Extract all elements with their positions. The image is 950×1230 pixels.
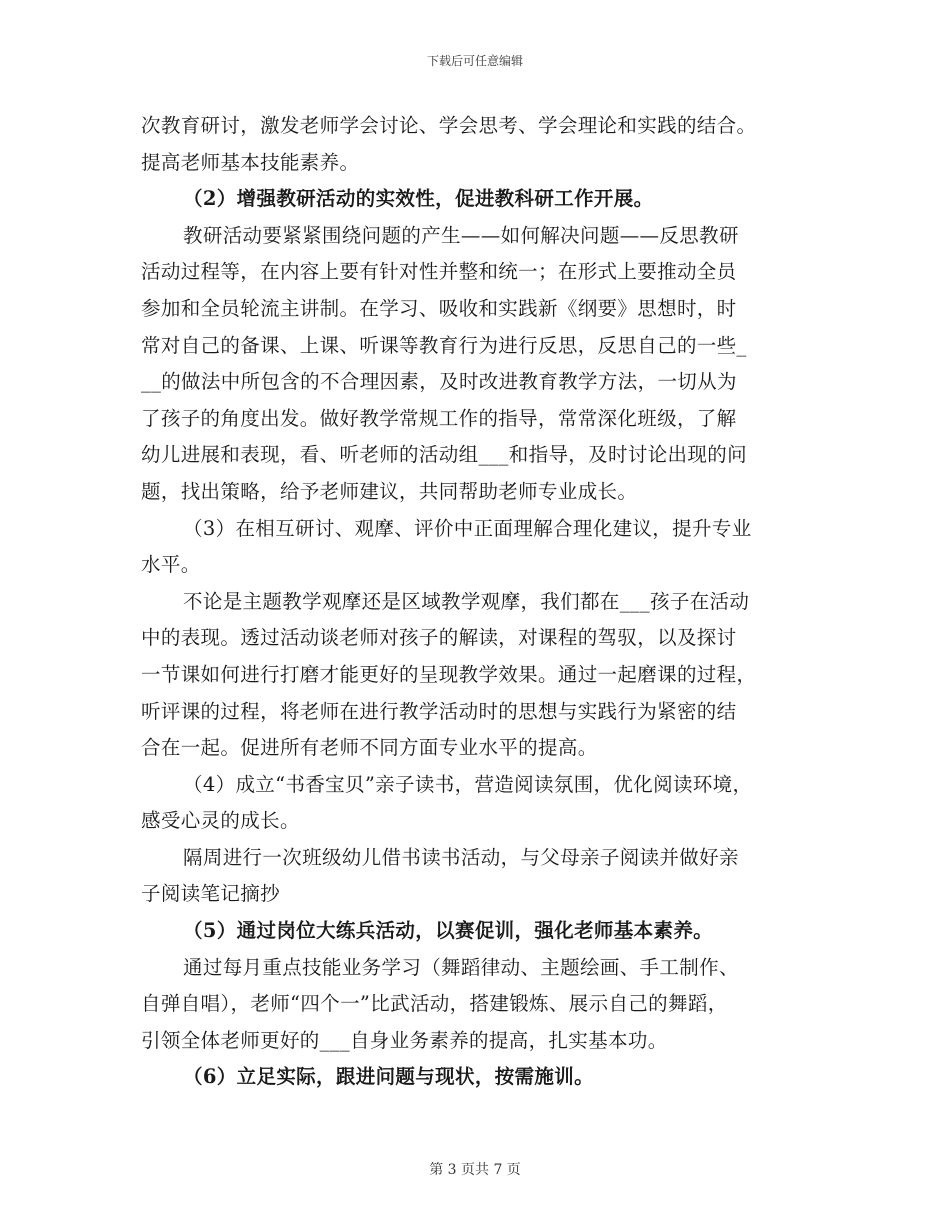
page-header: 下载后可任意编辑 <box>426 54 523 68</box>
paragraph-line: （3）在相互研讨、观摩、评价中正面理解合理化建议，提升专业 <box>183 516 752 540</box>
paragraph-line: 常对自己的备课、上课、听课等教育行为进行反思，反思自己的一些_ <box>141 333 747 357</box>
paragraph-line: 了孩子的角度出发。做好教学常规工作的指导，常常深化班级，了解 <box>141 406 737 430</box>
paragraph-line: 水平。 <box>141 553 201 577</box>
paragraph-line: 参加和全员轮流主讲制。在学习、吸收和实践新《纲要》思想时，时 <box>141 296 737 320</box>
paragraph-line: 感受心灵的成长。 <box>141 809 300 833</box>
page-footer: 第 3 页共 7 页 <box>429 1162 521 1178</box>
paragraph-line: 次教育研讨，激发老师学会讨论、学会思考、学会理论和实践的结合。 <box>141 114 757 137</box>
paragraph-line: 子阅读笔记摘抄 <box>141 882 280 906</box>
document-body <box>141 108 811 1096</box>
paragraph-line: 教研活动要紧紧围绕问题的产生——如何解决问题——反思教研 <box>183 223 739 247</box>
paragraph-line: （4）成立“书香宝贝”亲子读书，营造阅读氛围，优化阅读环境， <box>183 772 753 796</box>
paragraph-line: 自弹自唱），老师“四个一”比武活动，搭建锻炼、展示自己的舞蹈， <box>141 992 728 1016</box>
paragraph-line: 通过每月重点技能业务学习（舞蹈律动、主题绘画、手工制作、 <box>183 955 739 979</box>
paragraph-line: 引领全体老师更好的___自身业务素养的提高，扎实基本功。 <box>141 1028 668 1052</box>
paragraph-line: 听评课的过程，将老师在进行教学活动时的思想与实践行为紧密的结 <box>141 699 737 723</box>
paragraph-line: 一节课如何进行打磨才能更好的呈现教学效果。通过一起磨课的过程， <box>141 662 757 686</box>
section-heading-line: （5）通过岗位大练兵活动，以赛促训，强化老师基本素养。 <box>183 919 714 943</box>
paragraph-line: 中的表现。透过活动谈老师对孩子的解读，对课程的驾驭，以及探讨 <box>141 626 737 650</box>
paragraph-line: 不论是主题教学观摩还是区域教学观摩，我们都在___孩子在活动 <box>183 589 750 613</box>
paragraph-line: __的做法中所包含的不合理因素，及时改进教育教学方法，一切从为 <box>141 370 737 394</box>
paragraph-line: 提高老师基本技能素养。 <box>141 150 360 174</box>
section-heading-line: （2）增强教研活动的实效性，促进教科研工作开展。 <box>183 187 654 211</box>
paragraph-line: 活动过程等，在内容上要有针对性并整和统一；在形式上要推动全员 <box>141 260 737 284</box>
paragraph-line: 题，找出策略，给予老师建议，共同帮助老师专业成长。 <box>141 479 638 503</box>
paragraph-line: 幼儿进展和表现，看、听老师的活动组___和指导，及时讨论出现的问 <box>141 443 747 467</box>
paragraph-line: 合在一起。促进所有老师不同方面专业水平的提高。 <box>141 736 598 760</box>
paragraph-line: 隔周进行一次班级幼儿借书读书活动，与父母亲子阅读并做好亲 <box>183 845 739 869</box>
section-heading-line: （6）立足实际，跟进问题与现状，按需施训。 <box>183 1065 594 1089</box>
